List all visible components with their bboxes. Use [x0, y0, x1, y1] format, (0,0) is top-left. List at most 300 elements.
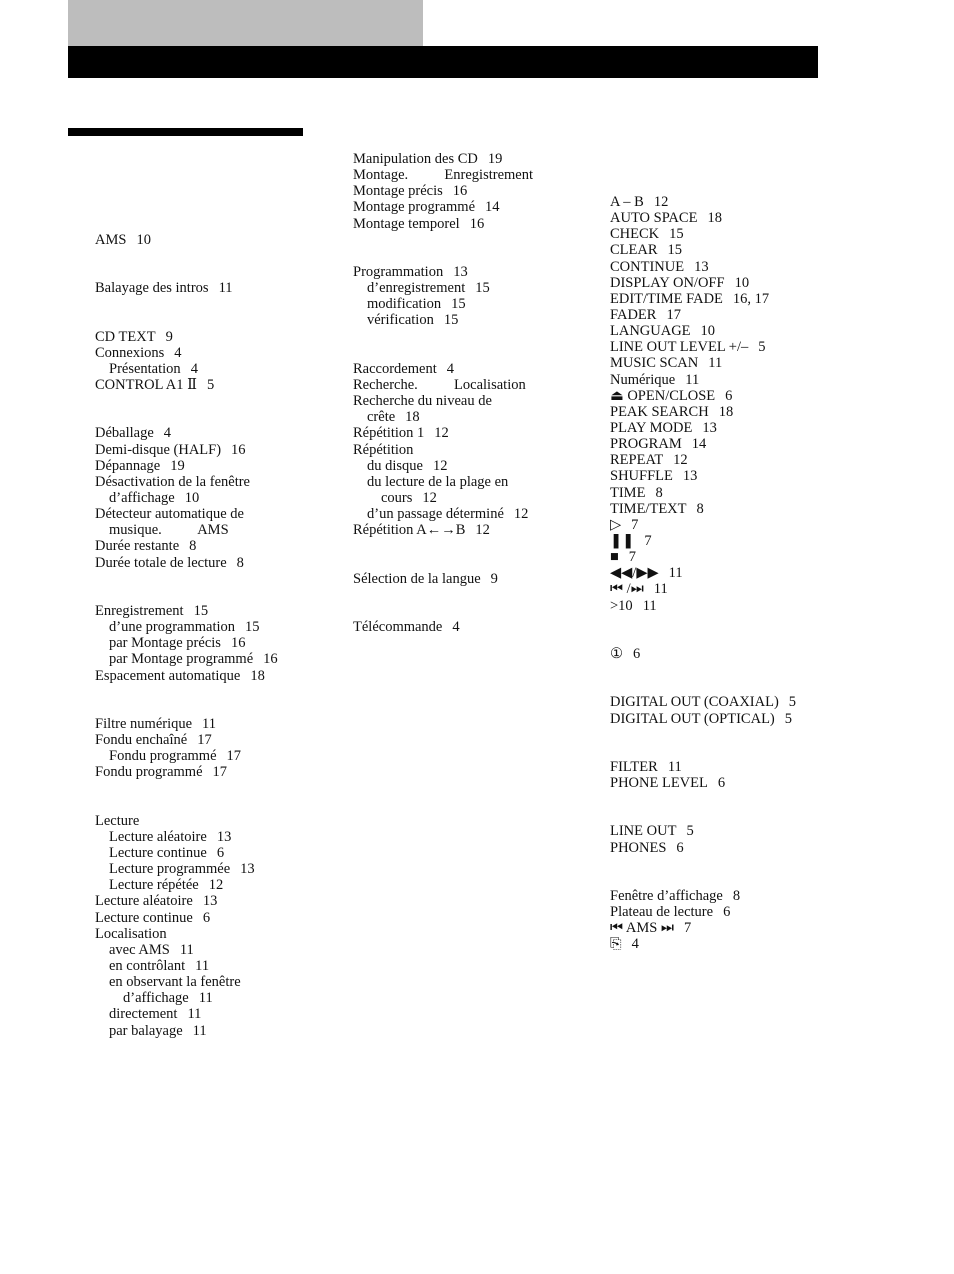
- index-entry: [610, 501, 850, 517]
- index-entry: [610, 291, 850, 307]
- index-entry: [610, 210, 850, 226]
- index-term: Raccordement: [353, 360, 437, 377]
- index-term: Lecture continue: [109, 845, 207, 862]
- index-term: LINE OUT: [610, 823, 677, 840]
- index-entry: [95, 813, 310, 829]
- index-term: ▷: [610, 516, 622, 533]
- spacer: [95, 312, 310, 328]
- spacer: [95, 183, 310, 199]
- index-entry: [353, 571, 568, 587]
- page-reference: 17: [212, 764, 228, 781]
- index-term: Durée restante: [95, 538, 180, 555]
- index-entry: [95, 1006, 310, 1022]
- index-entry: [610, 485, 850, 501]
- index-term: CD TEXT: [95, 328, 156, 345]
- index-column-1: [95, 151, 310, 1039]
- page-reference: 10: [136, 231, 151, 248]
- page-reference: 15: [245, 619, 260, 636]
- spacer: [95, 393, 310, 409]
- index-term: d’une programmation: [109, 619, 236, 636]
- page-reference: 8: [236, 554, 244, 571]
- index-term: Espacement automatique: [95, 667, 241, 684]
- index-entry: [353, 377, 568, 393]
- page-reference: 5: [206, 376, 215, 393]
- index-entry: [353, 474, 568, 490]
- index-term: Balayage des intros: [95, 280, 209, 297]
- page-reference: 10: [734, 274, 750, 291]
- page-reference: 17: [197, 732, 212, 749]
- page-reference: 4: [174, 344, 182, 361]
- index-term: Localisation: [95, 925, 167, 942]
- index-term: TIME/TEXT: [610, 500, 687, 517]
- page-reference: 8: [189, 538, 197, 555]
- index-term: du lecture de la plage en: [367, 473, 509, 490]
- page-reference: 7: [644, 532, 652, 549]
- page-reference: 11: [668, 565, 683, 582]
- page-reference: 11: [218, 280, 233, 297]
- spacer: [95, 167, 310, 183]
- index-term: ◀◀/▶▶: [610, 565, 659, 582]
- index-term: CLEAR: [610, 242, 658, 259]
- page-reference: 6: [676, 839, 684, 856]
- page-reference: 14: [691, 436, 707, 453]
- spacer: [610, 630, 850, 646]
- index-entry: [95, 474, 310, 490]
- index-entry: [95, 280, 310, 296]
- spacer: [95, 409, 310, 425]
- index-term: cours: [381, 489, 413, 506]
- spacer: [610, 791, 850, 807]
- spacer: [95, 248, 310, 264]
- page-reference: 5: [758, 339, 766, 356]
- index-term: MUSIC SCAN: [610, 355, 699, 372]
- index-entry: [95, 490, 310, 506]
- index-entry: [95, 990, 310, 1006]
- spacer: [610, 856, 850, 872]
- index-term: PROGRAM: [610, 436, 682, 453]
- index-entry: [610, 823, 850, 839]
- index-entry: [353, 280, 568, 296]
- page-reference: 13: [216, 828, 232, 845]
- index-entry: [95, 910, 310, 926]
- spacer: [610, 743, 850, 759]
- page-reference: 10: [184, 489, 200, 506]
- spacer: [610, 662, 850, 678]
- page-reference: 15: [475, 280, 490, 297]
- page-reference: 19: [170, 457, 185, 474]
- index-term: ⏏ OPEN/CLOSE: [610, 387, 716, 404]
- index-entry: [610, 888, 850, 904]
- index-entry: [353, 264, 568, 280]
- page-reference: 6: [717, 775, 726, 792]
- index-term: DISPLAY ON/OFF: [610, 274, 725, 291]
- index-term: PLAY MODE: [610, 419, 693, 436]
- index-term: Montage programmé: [353, 199, 476, 216]
- index-term: d’affichage: [109, 489, 175, 506]
- index-entry: [95, 603, 310, 619]
- index-entry: [610, 711, 850, 727]
- index-term: Lecture aléatoire: [95, 893, 193, 910]
- index-term: musique. AMS: [109, 522, 229, 539]
- index-entry: [95, 635, 310, 651]
- spacer: [95, 797, 310, 813]
- page-reference: 11: [202, 715, 217, 732]
- index-term: ⏮ /⏭: [610, 581, 644, 598]
- index-entry: [610, 920, 850, 936]
- index-term: Recherche. Localisation: [353, 376, 526, 393]
- page-reference: 4: [446, 360, 454, 377]
- index-entry: [610, 694, 850, 710]
- index-term: Répétition 1: [353, 425, 425, 442]
- page-reference: 10: [700, 323, 716, 340]
- index-entry: [95, 926, 310, 942]
- index-term: LINE OUT LEVEL +/–: [610, 339, 749, 356]
- index-entry: [353, 425, 568, 441]
- index-entry: [95, 877, 310, 893]
- index-entry: [610, 517, 850, 533]
- index-term: Montage précis: [353, 183, 443, 200]
- page-reference: 4: [163, 425, 172, 442]
- page-reference: 16: [469, 215, 485, 232]
- page-reference: 4: [631, 936, 639, 953]
- index-column-3: [610, 194, 850, 953]
- index-entry: [353, 361, 568, 377]
- index-term: Numérique: [610, 371, 676, 388]
- page-reference: 17: [226, 748, 242, 765]
- index-entry: [610, 226, 850, 242]
- index-entry: [610, 388, 850, 404]
- index-entry: [95, 345, 310, 361]
- index-entry: [95, 506, 310, 522]
- page-reference: 18: [250, 667, 265, 684]
- index-term: modification: [367, 296, 442, 313]
- index-entry: [95, 893, 310, 909]
- index-term: FILTER: [610, 758, 658, 775]
- spacer: [95, 296, 310, 312]
- index-term: PEAK SEARCH: [610, 403, 709, 420]
- index-entry: [610, 549, 850, 565]
- index-term: AMS: [95, 231, 127, 248]
- index-term: ■: [610, 549, 619, 566]
- index-term: Lecture continue: [95, 909, 193, 926]
- index-term: en contrôlant: [109, 958, 186, 975]
- spacer: [610, 872, 850, 888]
- index-term: DIGITAL OUT (OPTICAL): [610, 710, 775, 727]
- index-entry: [95, 232, 310, 248]
- index-entry: [95, 845, 310, 861]
- index-term: ⎘: [610, 936, 622, 953]
- index-entry: [610, 355, 850, 371]
- index-term: PHONES: [610, 839, 667, 856]
- page-reference: 5: [784, 710, 793, 727]
- index-term: ❚❚: [610, 532, 635, 549]
- spacer: [95, 151, 310, 167]
- index-entry: [95, 861, 310, 877]
- index-entry: [610, 323, 850, 339]
- index-entry: [610, 275, 850, 291]
- index-term: Sélection de la langue: [353, 570, 481, 587]
- page-reference: 11: [195, 958, 210, 975]
- page-reference: 12: [432, 457, 448, 474]
- page-reference: 8: [732, 888, 741, 905]
- index-term: par Montage précis: [109, 635, 221, 652]
- index-term: Détecteur automatique de: [95, 506, 244, 523]
- page-reference: 14: [485, 199, 500, 216]
- index-term: par balayage: [109, 1022, 183, 1039]
- page-reference: 6: [202, 909, 211, 926]
- index-entry: [95, 732, 310, 748]
- index-entry: [353, 393, 568, 409]
- page-reference: 18: [707, 210, 722, 227]
- index-term: Déballage: [95, 425, 154, 442]
- index-entry: [610, 598, 850, 614]
- page-reference: 12: [673, 452, 688, 469]
- page-reference: 16: [231, 441, 246, 458]
- index-entry: [95, 619, 310, 635]
- page-reference: 11: [685, 371, 700, 388]
- index-term: LANGUAGE: [610, 323, 691, 340]
- index-term: A – B: [610, 194, 644, 210]
- spacer: [95, 571, 310, 587]
- page-reference: 12: [653, 194, 669, 210]
- page-reference: 11: [187, 1006, 202, 1023]
- page-reference: 9: [490, 570, 498, 587]
- index-term: vérification: [367, 312, 434, 329]
- page-reference: 13: [702, 419, 717, 436]
- index-term: TIME: [610, 484, 646, 501]
- spacer: [353, 555, 568, 571]
- page-reference: 11: [708, 355, 723, 372]
- index-term: Répétition: [353, 441, 414, 458]
- index-entry: [353, 490, 568, 506]
- page-reference: 12: [475, 522, 490, 539]
- index-entry: [353, 522, 568, 538]
- header-black-bar: [68, 46, 818, 78]
- spacer: [353, 329, 568, 345]
- index-entry: [95, 377, 310, 393]
- index-term: AUTO SPACE: [610, 210, 698, 227]
- spacer: [610, 614, 850, 630]
- index-entry: [353, 409, 568, 425]
- index-term: d’enregistrement: [367, 280, 466, 297]
- index-entry: [610, 307, 850, 323]
- index-entry: [610, 775, 850, 791]
- index-entry: [610, 242, 850, 258]
- page-reference: 11: [653, 581, 668, 598]
- index-term: SHUFFLE: [610, 468, 673, 485]
- index-entry: [95, 958, 310, 974]
- index-entry: [610, 259, 850, 275]
- index-term: Lecture: [95, 812, 140, 829]
- index-term: Enregistrement: [95, 602, 184, 619]
- spacer: [353, 345, 568, 361]
- index-term: CHECK: [610, 226, 660, 243]
- index-entry: [95, 442, 310, 458]
- index-entry: [95, 764, 310, 780]
- page-reference: 18: [405, 409, 420, 426]
- index-term: du disque: [367, 457, 423, 474]
- index-entry: [95, 555, 310, 571]
- spacer: [610, 678, 850, 694]
- index-entry: [95, 458, 310, 474]
- index-term: PHONE LEVEL: [610, 775, 708, 792]
- page-reference: 6: [216, 845, 225, 862]
- page-reference: 11: [179, 941, 194, 958]
- page-reference: 15: [667, 242, 683, 259]
- index-term: ①: [610, 645, 623, 662]
- index-term: Dépannage: [95, 457, 161, 474]
- page-reference: 7: [628, 549, 637, 566]
- index-entry: [353, 458, 568, 474]
- page-reference: 13: [202, 893, 218, 910]
- index-entry: [610, 468, 850, 484]
- index-term: REPEAT: [610, 452, 664, 469]
- index-term: >10: [610, 597, 633, 614]
- page-reference: 5: [686, 823, 694, 840]
- page-reference: 4: [190, 360, 198, 377]
- index-term: Désactivation de la fenêtre: [95, 473, 250, 490]
- index-term: DIGITAL OUT (COAXIAL): [610, 694, 779, 711]
- index-term: Recherche du niveau de: [353, 393, 492, 410]
- index-term: EDIT/TIME FADE: [610, 290, 723, 307]
- index-entry: [610, 581, 850, 597]
- index-term: Fondu programmé: [109, 748, 217, 765]
- page-reference: 7: [631, 516, 639, 533]
- index-entry: [353, 151, 568, 167]
- page-reference: 13: [240, 861, 255, 878]
- index-term: en observant la fenêtre: [109, 974, 241, 991]
- index-entry: [610, 436, 850, 452]
- index-entry: [353, 312, 568, 328]
- spacer: [353, 538, 568, 554]
- index-entry: [610, 565, 850, 581]
- page-reference: 11: [667, 758, 682, 775]
- page-reference: 16: [263, 651, 278, 668]
- index-entry: [95, 829, 310, 845]
- spacer: [95, 216, 310, 232]
- index-term: Montage. Enregistrement: [353, 167, 533, 184]
- index-term: Plateau de lecture: [610, 904, 714, 921]
- index-term: Demi-disque (HALF): [95, 441, 222, 458]
- page-reference: 16: [452, 183, 468, 200]
- page-reference: 15: [193, 602, 209, 619]
- index-term: CONTROL A1 Ⅱ: [95, 376, 197, 393]
- spacer: [95, 264, 310, 280]
- index-term: Connexions: [95, 344, 165, 361]
- page-reference: 6: [633, 645, 641, 662]
- page-reference: 11: [192, 1022, 207, 1039]
- index-term: Lecture aléatoire: [109, 828, 207, 845]
- page-reference: 8: [696, 500, 704, 517]
- index-entry: [353, 167, 568, 183]
- index-entry: [95, 748, 310, 764]
- page-reference: 13: [694, 258, 709, 275]
- spacer: [353, 248, 568, 264]
- index-entry: [610, 194, 850, 210]
- index-term: FADER: [610, 306, 657, 323]
- index-entry: [610, 452, 850, 468]
- index-entry: [95, 361, 310, 377]
- index-entry: [353, 216, 568, 232]
- index-entry: [95, 942, 310, 958]
- index-entry: [353, 506, 568, 522]
- index-term: Montage temporel: [353, 215, 460, 232]
- spacer: [95, 684, 310, 700]
- index-term: avec AMS: [109, 941, 170, 958]
- index-entry: [353, 296, 568, 312]
- page-reference: 7: [683, 920, 692, 937]
- index-entry: [610, 759, 850, 775]
- page-reference: 9: [165, 328, 173, 345]
- page-reference: 6: [725, 387, 733, 404]
- index-entry: [95, 974, 310, 990]
- spacer: [95, 199, 310, 215]
- page-reference: 16, 17: [732, 290, 770, 307]
- index-term: Manipulation des CD: [353, 151, 478, 167]
- page-reference: 6: [723, 904, 731, 921]
- page-reference: 11: [642, 597, 657, 614]
- index-entry: [610, 404, 850, 420]
- index-entry: [95, 716, 310, 732]
- index-entry: [353, 199, 568, 215]
- index-entry: [353, 183, 568, 199]
- index-term: Lecture programmée: [109, 861, 231, 878]
- index-entry: [95, 522, 310, 538]
- index-term: Télécommande: [353, 619, 443, 636]
- page-reference: 15: [443, 312, 459, 329]
- index-entry: [610, 372, 850, 388]
- page-reference: 15: [669, 226, 684, 243]
- index-entry: [610, 840, 850, 856]
- index-term: Fondu programmé: [95, 764, 203, 781]
- page-reference: 17: [666, 306, 681, 323]
- header-grey-tab: [68, 0, 423, 46]
- index-term: d’affichage: [123, 990, 189, 1007]
- index-term: Programmation: [353, 263, 444, 280]
- index-term: crête: [367, 409, 396, 426]
- index-term: par Montage programmé: [109, 651, 254, 668]
- index-term: Présentation: [109, 360, 181, 377]
- index-entry: [95, 329, 310, 345]
- index-entry: [95, 425, 310, 441]
- page-reference: 12: [422, 489, 437, 506]
- index-entry: [95, 1023, 310, 1039]
- page-reference: 12: [513, 506, 529, 523]
- index-term: ⏮ AMS ⏭: [610, 920, 674, 937]
- index-entry: [610, 420, 850, 436]
- page-reference: 12: [434, 425, 449, 442]
- index-entry: [610, 533, 850, 549]
- index-term: Fondu enchaîné: [95, 732, 188, 749]
- index-entry: [610, 339, 850, 355]
- page-reference: 5: [788, 694, 797, 711]
- spacer: [353, 603, 568, 619]
- index-term: CONTINUE: [610, 258, 685, 275]
- index-term: Fenêtre d’affichage: [610, 888, 723, 905]
- index-term: Lecture répétée: [109, 877, 199, 894]
- index-entry: [95, 651, 310, 667]
- index-term: d’un passage déterminé: [367, 506, 504, 523]
- page-reference: 13: [453, 263, 468, 280]
- index-entry: [95, 668, 310, 684]
- spacer: [610, 807, 850, 823]
- spacer: [353, 232, 568, 248]
- index-entry: [610, 904, 850, 920]
- spacer: [95, 700, 310, 716]
- index-entry: [353, 619, 568, 635]
- page-reference: 15: [451, 296, 466, 313]
- index-term: Durée totale de lecture: [95, 554, 227, 571]
